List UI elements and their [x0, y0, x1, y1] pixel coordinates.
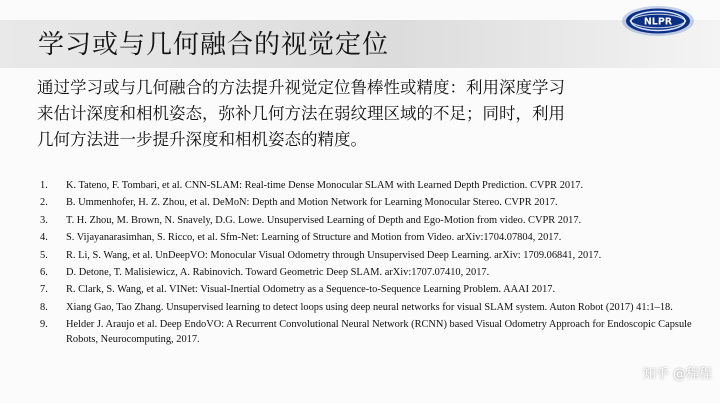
- intro-line-1: 通过学习或与几何融合的方法提升视觉定位鲁棒性或精度：利用深度学习: [37, 78, 565, 97]
- reference-item: [40, 213, 712, 228]
- intro-line-2: 来估计深度和相机姿态，弥补几何方法在弱纹理区域的不足；同时，利用: [37, 104, 565, 123]
- reference-text: T. H. Zhou, M. Brown, N. Snavely, D.G. Lowe. Unsupervised Learning of Depth and Ego-Motion from video. CVPR 2017.: [66, 214, 582, 226]
- reference-number: 5.: [40, 249, 48, 261]
- reference-text: D. Detone, T. Malisiewicz, A. Rabinovich. Toward Geometric Deep SLAM. arXiv:1707.07410, 2017.: [66, 266, 490, 278]
- reference-number: 9.: [40, 319, 48, 331]
- reference-item: [40, 195, 712, 210]
- reference-number: 6.: [40, 266, 48, 278]
- reference-list: [40, 178, 712, 350]
- reference-item: [40, 230, 712, 245]
- reference-item: [40, 317, 712, 347]
- reference-text: S. Vijayanarasimhan, S. Ricco, et al. Sfm-Net: Learning of Structure and Motion from Video. arXiv:1704.07804, 2017.: [66, 232, 562, 244]
- reference-text: K. Tateno, F. Tombari, et al. CNN-SLAM: Real-time Dense Monocular SLAM with Learned Depth Prediction. CVPR 2017.: [66, 180, 584, 191]
- reference-item: [40, 178, 712, 193]
- slide-title: 学习或与几何融合的视觉定位: [38, 30, 390, 60]
- reference-number: 7.: [40, 284, 48, 296]
- reference-item: [40, 265, 712, 280]
- reference-number: 8.: [40, 301, 48, 313]
- reference-number: 3.: [40, 214, 48, 226]
- reference-text: R. Clark, S. Wang, et al. VINet: Visual-Inertial Odometry as a Sequence-to-Sequence Learning Problem. AAAI 2017.: [66, 284, 556, 296]
- reference-number: 2.: [40, 197, 48, 209]
- reference-text: Helder J. Araujo et al. Deep EndoVO: A Recurrent Convolutional Neural Network (RCNN) based Visual Odometry Approach for Endoscopic Capsule Robots, Neurocomputing, 2017.: [66, 319, 692, 346]
- watermark: 知乎 @程程: [642, 367, 712, 382]
- reference-text: Xiang Gao, Tao Zhang. Unsupervised learning to detect loops using deep neural networks for visual SLAM system. Auton Robot (2017) 41:1–18.: [66, 301, 673, 313]
- reference-number: 1.: [40, 180, 48, 191]
- logo-label: NLPR: [643, 16, 673, 28]
- reference-item: [40, 248, 712, 263]
- reference-text: R. Li, S. Wang, et al. UnDeepVO: Monocular Visual Odometry through Unsupervised Deep Learning. arXiv: 1709.06841, 2017.: [66, 249, 602, 261]
- reference-item: [40, 282, 712, 297]
- intro-paragraph: [37, 75, 702, 153]
- intro-line-3: 几何方法进一步提升深度和相机姿态的精度。: [37, 130, 367, 149]
- reference-text: B. Ummenhofer, H. Z. Zhou, et al. DeMoN: Depth and Motion Network for Learning Monocular Stereo. CVPR 2017.: [66, 197, 558, 209]
- institute-logo: [618, 3, 698, 39]
- reference-number: 4.: [40, 232, 48, 244]
- reference-item: [40, 300, 712, 315]
